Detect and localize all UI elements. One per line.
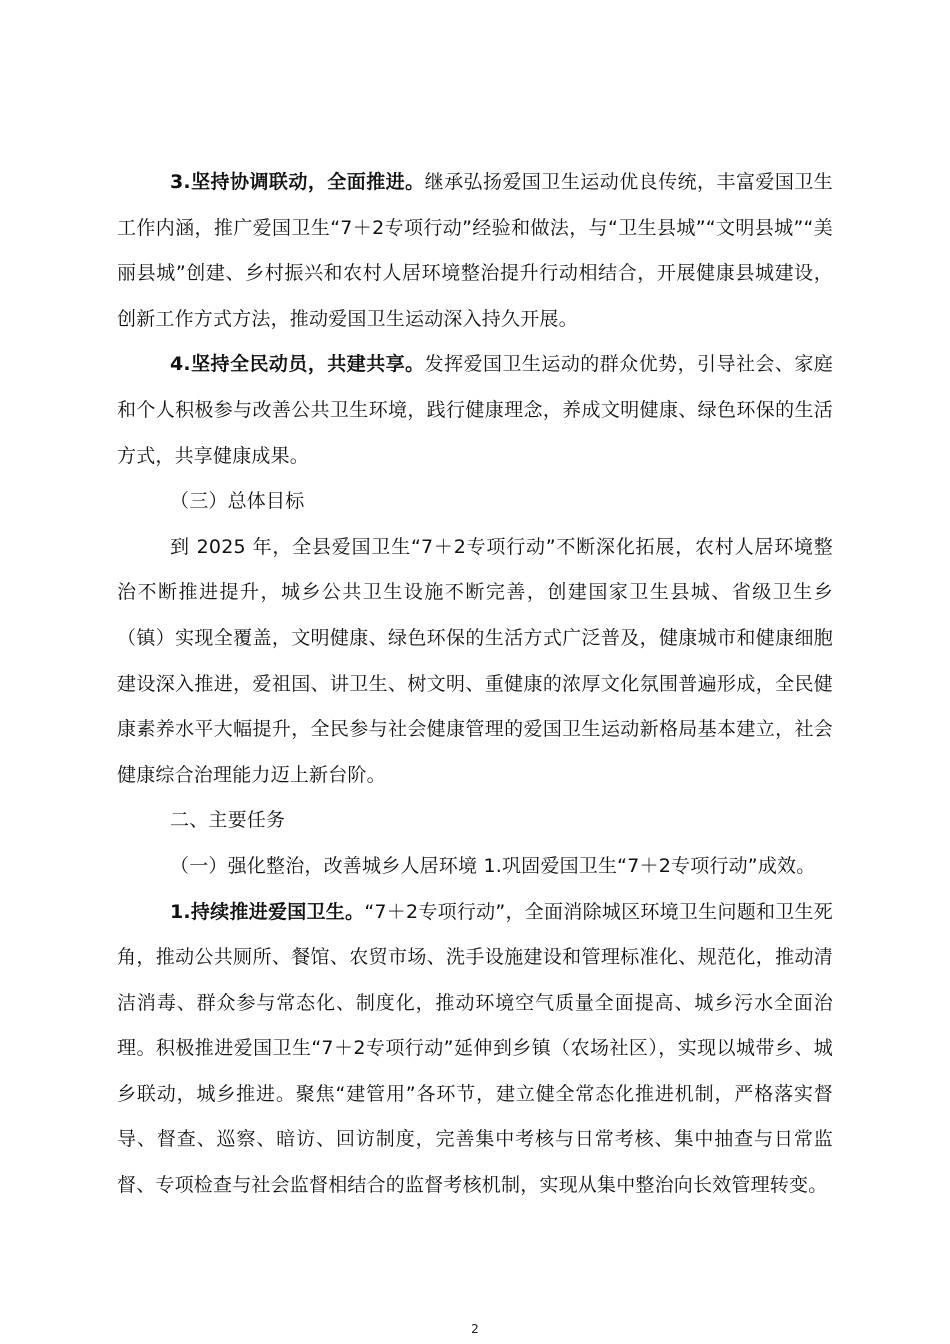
paragraph-text: 继承弘扬爱国卫生运动优良传统，丰富爱国卫生工作内涵，推广爱国卫生“7＋2专项行动”经验和做法，与“卫生县城”“文明县城”“美丽县城”创建、乡村振兴和农村人居环境整治提升行动相结合，开展健康县城建设，创新工作方式方法，推动爱国卫生运动深入持久开展。: [117, 171, 833, 330]
paragraph-lead-bold: 4.坚持全民动员，共建共享。: [170, 353, 425, 376]
heading-text: （三）总体目标: [170, 490, 305, 513]
paragraph-text: 到 2025 年，全县爱国卫生“7＋2专项行动”不断深化拓展，农村人居环境整治不断推进提升，城乡公共卫生设施不断完善，创建国家卫生县城、省级卫生乡（镇）实现全覆盖，文明健康、绿色环保的生活方式广泛普及，健康城市和健康细胞建设深入推进，爱祖国、讲卫生、树文明、重健康的浓厚文化氛围普遍形成，全民健康素养水平大幅提升，全民参与社会健康管理的爱国卫生运动新格局基本建立，社会健康综合治理能力迈上新台阶。: [117, 535, 833, 786]
paragraph-text: “7＋2专项行动”，全面消除城区环境卫生问题和卫生死角，推动公共厕所、餐馆、农贸市场、洗手设施建设和管理标准化、规范化，推动清洁消毒、群众参与常态化、制度化，推动环境空气质量全面提高、城乡污水全面治理。积极推进爱国卫生“7＋2专项行动”延伸到乡镇（农场社区），实现以城带乡、城乡联动，城乡推进。聚焦“建管用”各环节，建立健全常态化推进机制，严格落实督导、督查、巡察、暗访、回访制度，完善集中考核与日常考核、集中抽查与日常监督、专项检查与社会监督相结合的监督考核机制，实现从集中整治向长效管理转变。: [117, 900, 833, 1197]
paragraph-text: 发挥爱国卫生运动的群众优势，引导社会、家庭和个人积极参与改善公共卫生环境，践行健康理念，养成文明健康、绿色环保的生活方式，共享健康成果。: [117, 353, 833, 467]
heading-text: 二、主要任务: [170, 809, 286, 832]
page-number: 2: [471, 1322, 479, 1336]
paragraph-principle-3: [117, 160, 833, 342]
subsection-heading-environment: [117, 844, 833, 890]
section-heading-overall-goal: [117, 479, 833, 525]
paragraph-task-1: [117, 890, 833, 1209]
document-body: [117, 160, 833, 1209]
section-heading-main-tasks: [117, 798, 833, 844]
paragraph-overall-goal: [117, 525, 833, 799]
heading-text: （一）强化整治，改善城乡人居环境 1.巩固爱国卫生“7＋2专项行动”成效。: [170, 854, 816, 877]
paragraph-lead-bold: 1.持续推进爱国卫生。: [170, 900, 365, 923]
paragraph-principle-4: [117, 342, 833, 479]
paragraph-lead-bold: 3.坚持协调联动，全面推进。: [170, 171, 425, 193]
